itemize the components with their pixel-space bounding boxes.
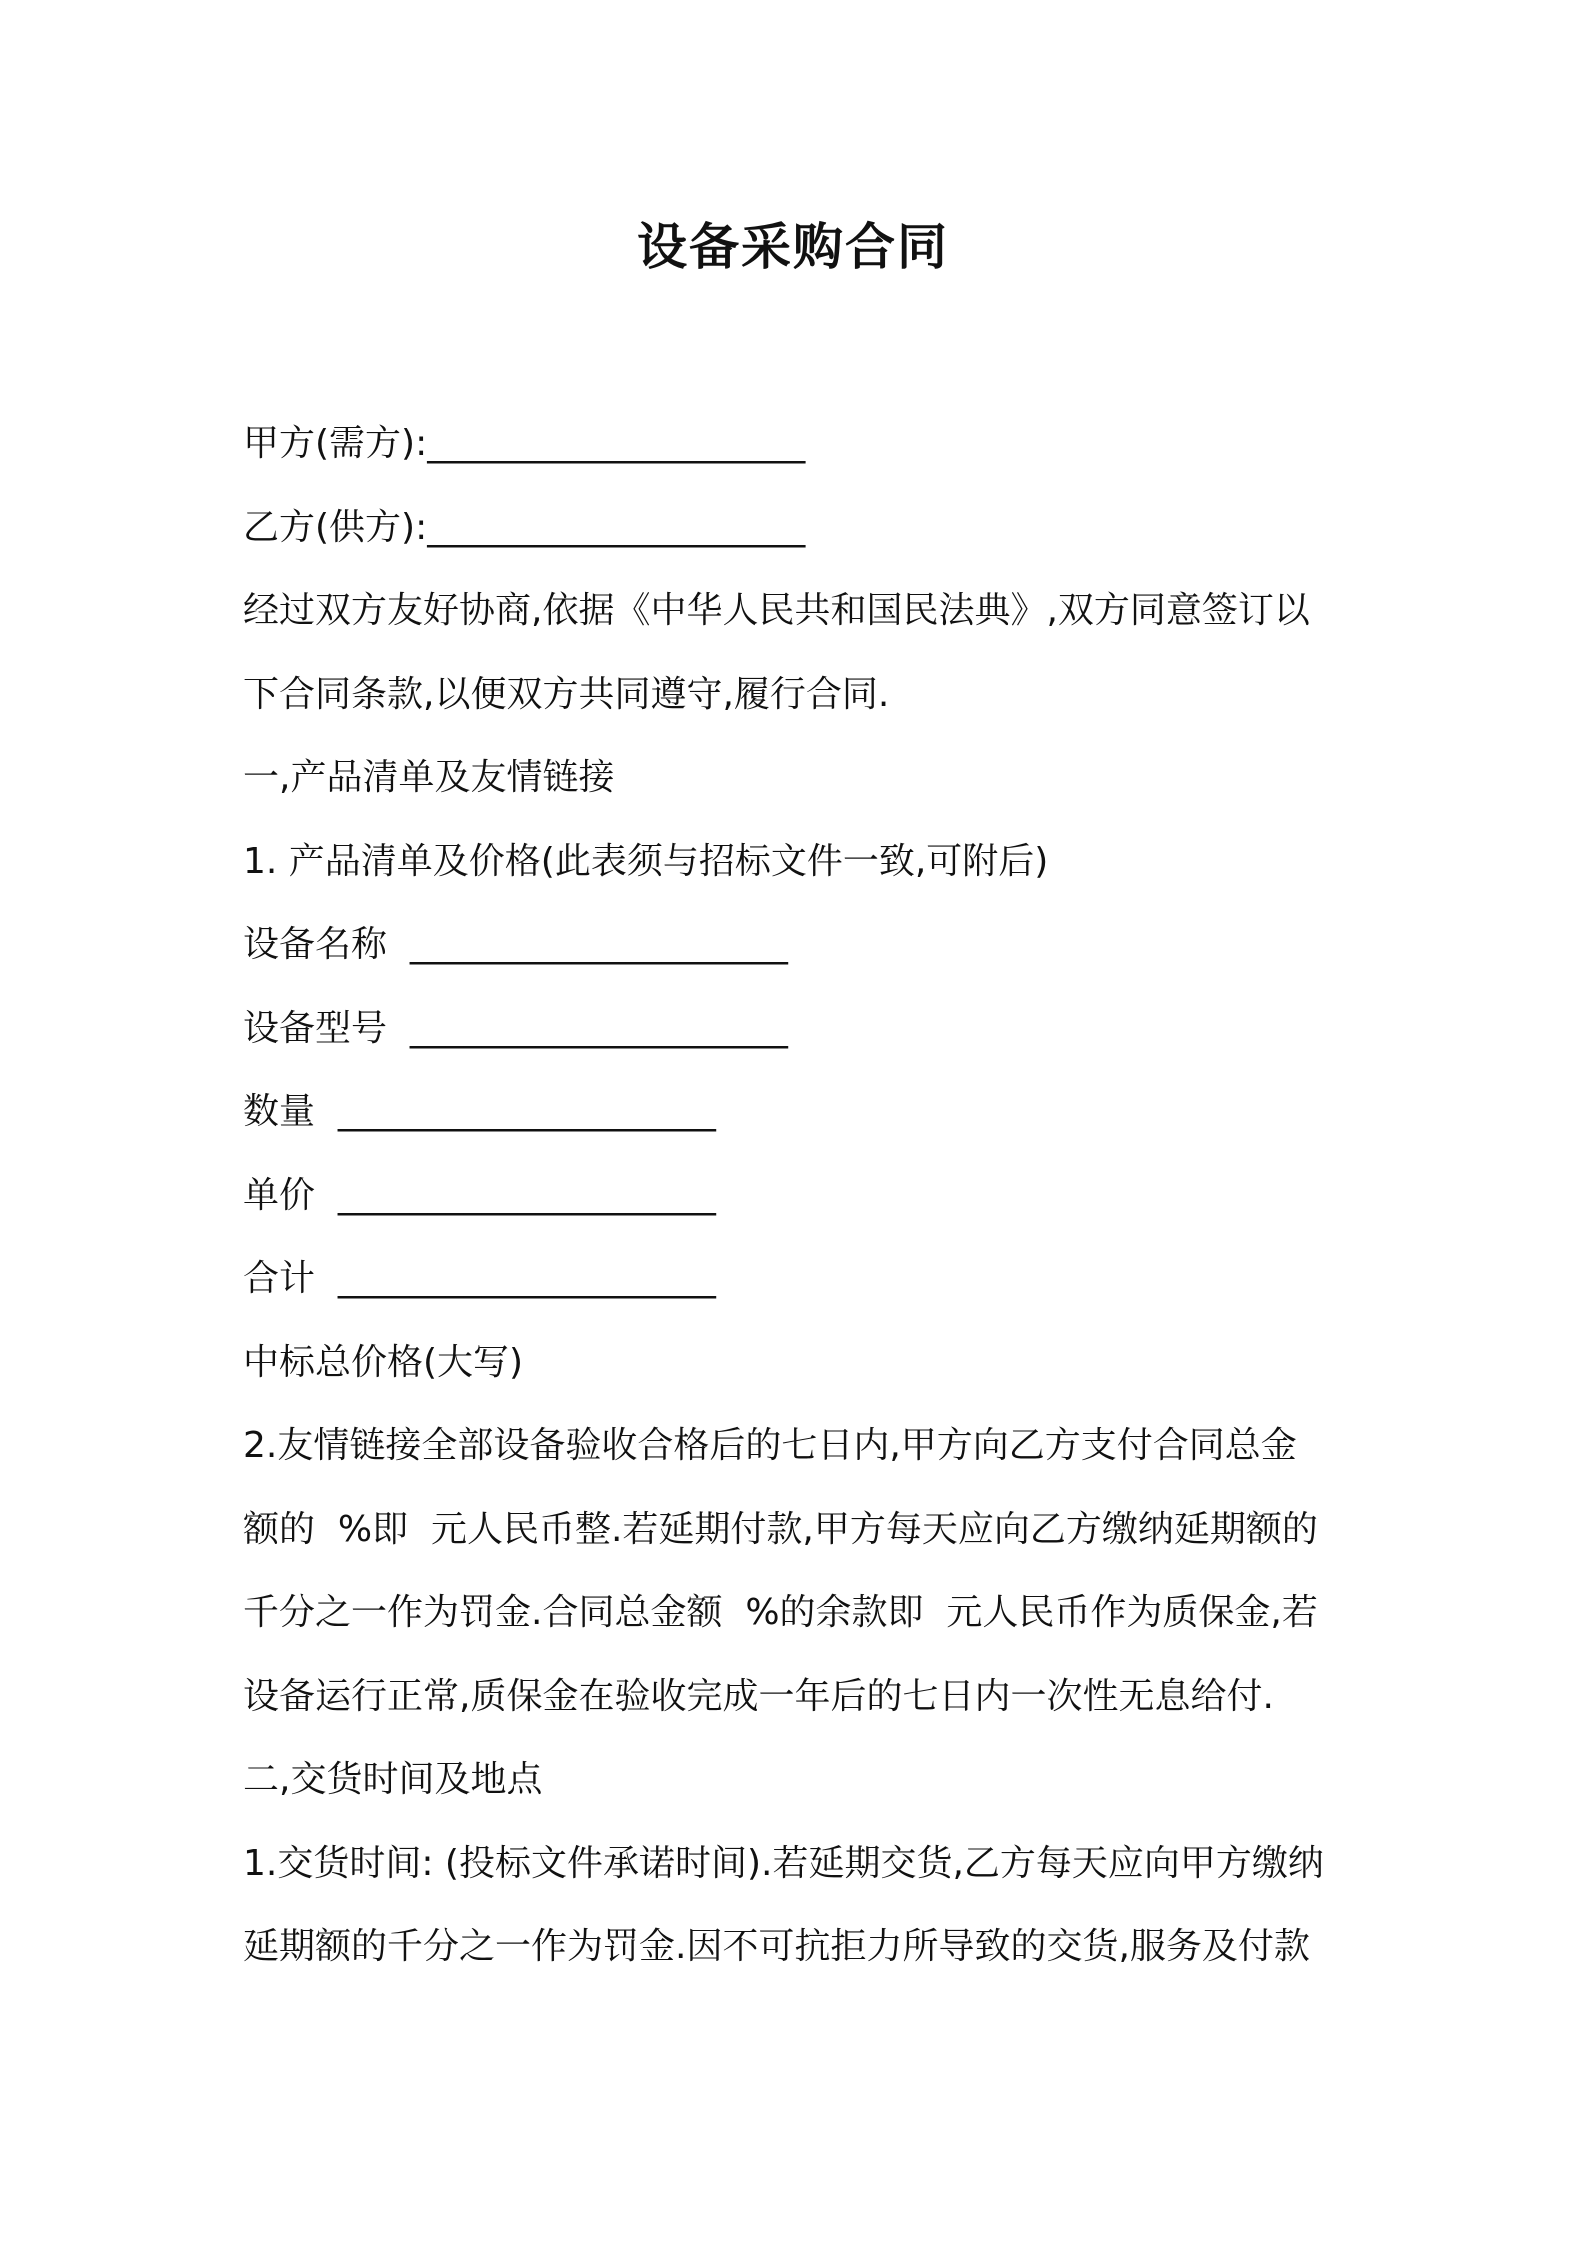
section-2-heading: 二,交货时间及地点 bbox=[243, 1759, 543, 1800]
total-field: 合计 _____________________ bbox=[243, 1258, 716, 1299]
preamble-line-1: 经过双方友好协商,依据《中华人民共和国民法典》,双方同意签订以 bbox=[243, 590, 1310, 631]
clause-1-2-line-3: 千分之一作为罚金.合同总金额 %的余款即 元人民币作为质保金,若 bbox=[243, 1592, 1318, 1633]
preamble-line-2: 下合同条款,以便双方共同遵守,履行合同. bbox=[243, 673, 890, 715]
clause-2-1-line-1: 1.交货时间: (投标文件承诺时间).若延期交货,乙方每天应向甲方缴纳 bbox=[243, 1842, 1324, 1884]
document-body bbox=[243, 402, 1363, 1989]
equipment-model-field: 设备型号 _____________________ bbox=[243, 1007, 788, 1049]
section-1-heading: 一,产品清单及友情链接 bbox=[243, 757, 615, 798]
clause-1-2-line-4: 设备运行正常,质保金在验收完成一年后的七日内一次性无息给付. bbox=[243, 1675, 1274, 1717]
unit-price-field: 单价 _____________________ bbox=[243, 1174, 716, 1216]
clause-1-2-line-1: 2.友情链接全部设备验收合格后的七日内,甲方向乙方支付合同总金 bbox=[243, 1425, 1297, 1466]
party-a-line: 甲方(需方):_____________________ bbox=[243, 423, 806, 464]
clause-2-1-line-2: 延期额的千分之一作为罚金.因不可抗拒力所导致的交货,服务及付款 bbox=[243, 1926, 1310, 1967]
document-title: 设备采购合同 bbox=[637, 218, 949, 276]
clause-1-2-line-2: 额的 %即 元人民币整.若延期付款,甲方每天应向乙方缴纳延期额的 bbox=[243, 1508, 1318, 1550]
quantity-field: 数量 _____________________ bbox=[243, 1091, 716, 1132]
bid-total-price-line: 中标总价格(大写) bbox=[243, 1341, 524, 1383]
clause-1-1-heading: 1. 产品清单及价格(此表须与招标文件一致,可附后) bbox=[243, 840, 1049, 882]
party-b-line: 乙方(供方):_____________________ bbox=[243, 506, 806, 548]
equipment-name-field: 设备名称 _____________________ bbox=[243, 924, 788, 965]
